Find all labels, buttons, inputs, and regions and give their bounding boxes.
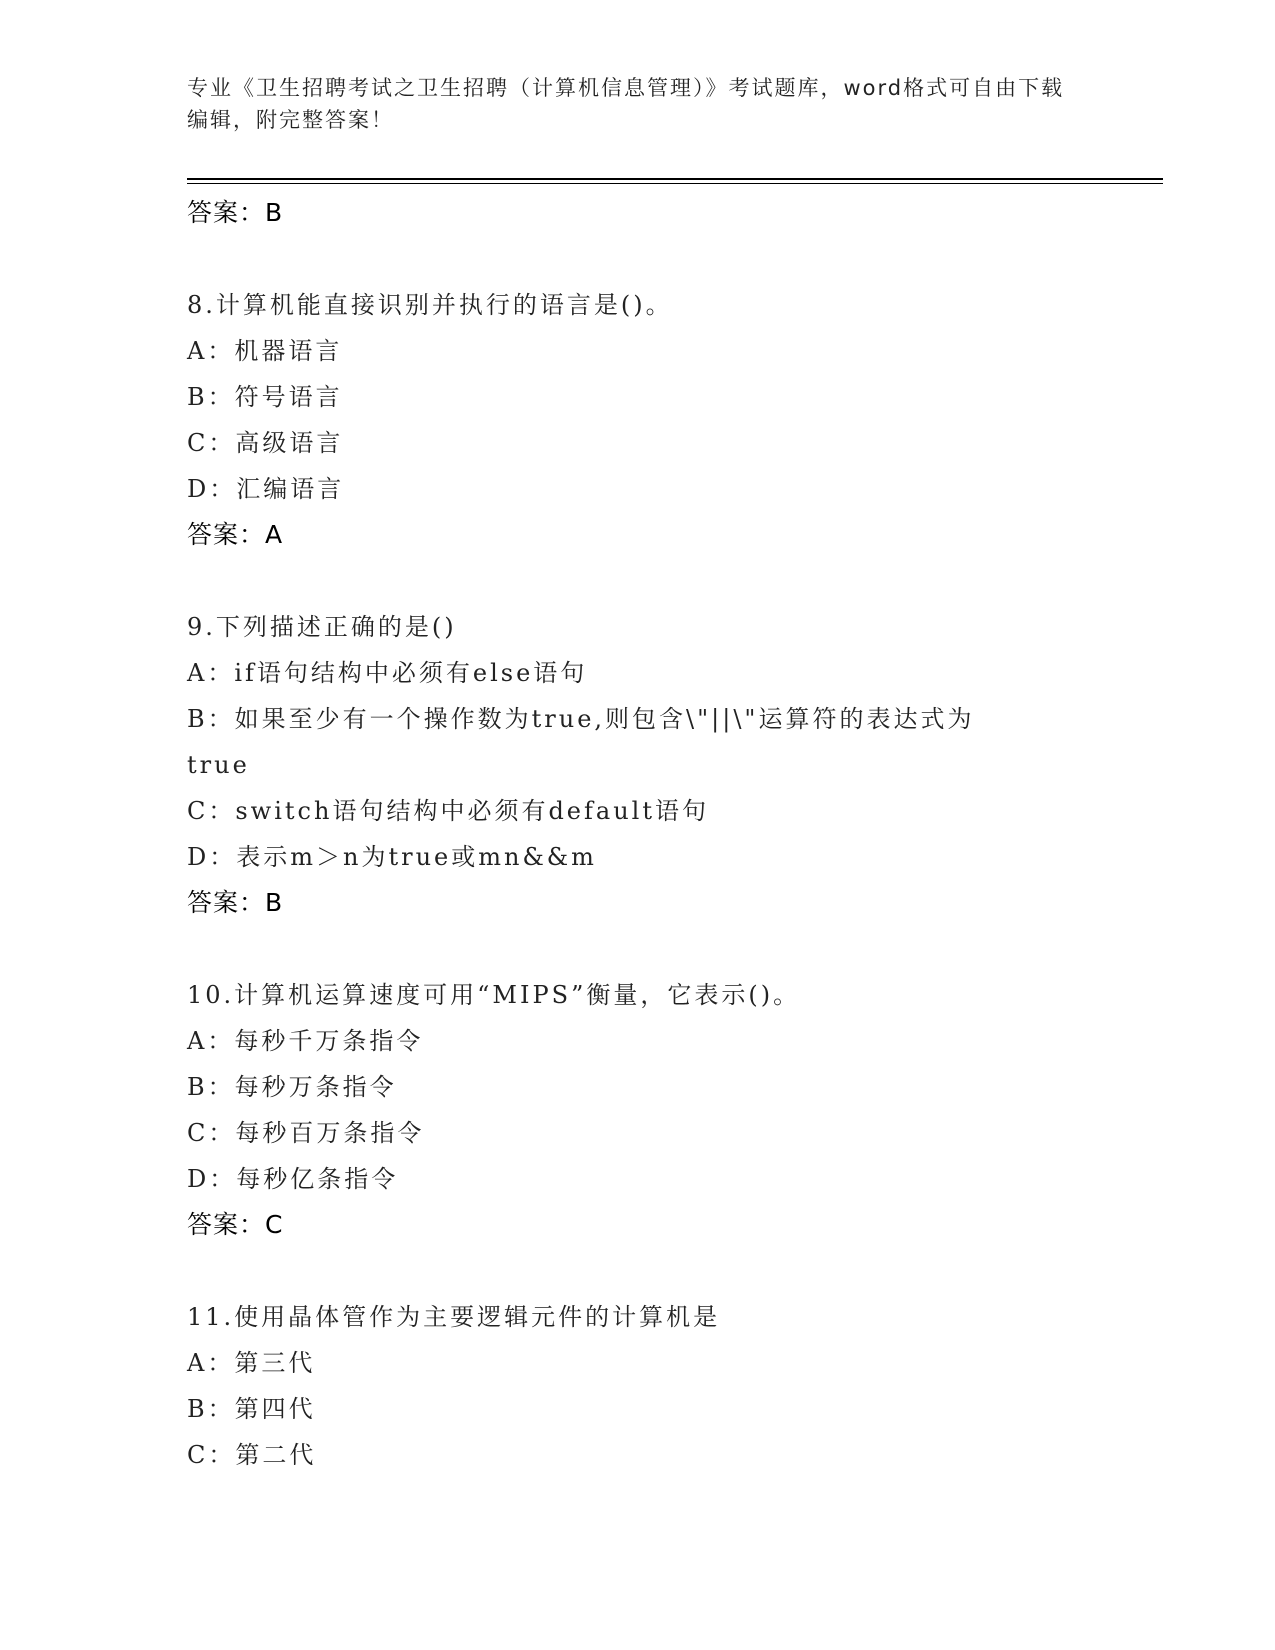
question-option: B：第四代 (187, 1395, 316, 1423)
question-stem: 11.使用晶体管作为主要逻辑元件的计算机是 (187, 1303, 721, 1331)
header-rule-thick (187, 178, 1163, 180)
question-option: D：每秒亿条指令 (187, 1165, 399, 1193)
question-option: A：第三代 (187, 1349, 316, 1377)
question-option: D：汇编语言 (187, 475, 345, 503)
question-item (187, 972, 1087, 1248)
answer-label: 答案：B (187, 888, 284, 917)
spacer (187, 926, 1087, 972)
question-option: D：表示m＞n为true或mn&&m (187, 843, 597, 871)
question-option: B：符号语言 (187, 383, 343, 411)
answer-label: 答案：B (187, 198, 284, 227)
question-item (187, 604, 1087, 926)
question-option: B：每秒万条指令 (187, 1073, 397, 1101)
question-stem: 9.下列描述正确的是() (187, 613, 457, 641)
spacer (187, 236, 1087, 282)
question-option: C：每秒百万条指令 (187, 1119, 425, 1147)
question-option: A：每秒千万条指令 (187, 1027, 424, 1055)
question-stem: 8.计算机能直接识别并执行的语言是()。 (187, 291, 673, 319)
question-option: A：if语句结构中必须有else语句 (187, 659, 588, 687)
question-option: A：机器语言 (187, 337, 343, 365)
question-option: B：如果至少有一个操作数为true,则包含\"||\"运算符的表达式为 (187, 705, 975, 733)
header-rule-thin (187, 183, 1163, 184)
question-option: C：switch语句结构中必须有default语句 (187, 797, 709, 825)
question-option-continuation: true (187, 751, 250, 779)
spacer (187, 1248, 1087, 1294)
question-list (187, 190, 1087, 1478)
spacer (187, 558, 1087, 604)
question-option: C：高级语言 (187, 429, 344, 457)
answer-label: 答案：C (187, 1210, 284, 1239)
question-item (187, 1294, 1087, 1478)
document-header: 专业《卫生招聘考试之卫生招聘（计算机信息管理）》考试题库，word格式可自由下载编辑，附完整答案！ (187, 76, 1065, 132)
question-stem: 10.计算机运算速度可用“MIPS”衡量，它表示()。 (187, 981, 801, 1009)
answer-label: 答案：A (187, 520, 284, 549)
question-item (187, 282, 1087, 558)
question-option: C：第二代 (187, 1441, 317, 1469)
